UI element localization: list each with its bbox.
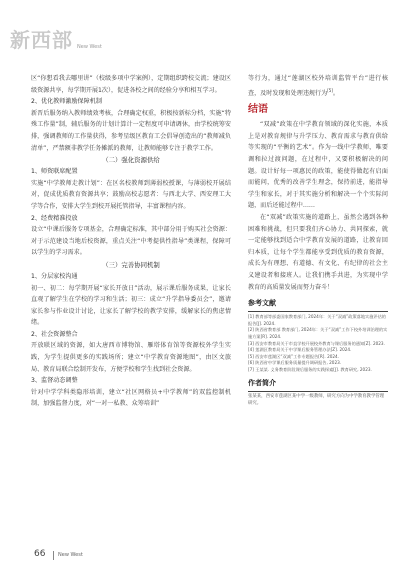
logo-chinese: 新西部	[10, 28, 73, 52]
references-divider	[248, 311, 388, 312]
page-footer	[0, 548, 402, 564]
logo-english: New West	[77, 44, 102, 50]
reference-item: [3] 西安市教育局关于市直学校开展校外教育与课后服务的通知[Z]. 2023.	[248, 340, 385, 346]
subsection-heading: 2、经费精准投放	[31, 214, 78, 222]
section-heading: （三）完善协同机制	[102, 260, 160, 269]
conclusion-heading: 结语	[248, 104, 268, 116]
references-list	[248, 314, 388, 373]
journal-logo	[10, 30, 102, 50]
reference-item: [4] 莲湖区教育局关于中学课后服务管理办法[Z]. 2024.	[248, 347, 352, 353]
author-divider	[248, 391, 388, 392]
page-number: 66	[34, 549, 46, 559]
conclusion-paragraph: 在“双减”政策实施的道路上，虽然会遇到各种困难和挑战，但只要我们齐心协力、共同探索，就一定能够找到适合中学教育发展的道路，让教育回归本质，让每个学生都能享受到优质的教育资源，成长为有理想、有道德、有文化、有纪律的社会主义建设者和接班人。让我们携手共进，为实现中学教育的高质量发展而努力奋斗！	[248, 213, 388, 291]
page-header	[0, 0, 402, 70]
subsection-heading: 2、优化教师激励保障机制	[31, 98, 102, 106]
paragraph: 设立“中课后服务专项基金，合理确定标准，其中部分用于购买社会资源：对于示范建设当地后校资源，重点关注“中考提供性指导”类课程，保障可以学生的学习需求。	[31, 226, 231, 257]
paragraph: 区“你想看我去哪里讲”（校级多项中学案例），定期组织跨校交流；建设区级资源共享，每学期开展1次），促进各校之间的经验分享和相互学习。	[31, 75, 231, 94]
footer-journal-name: New West	[58, 552, 83, 558]
reference-item: [6] 陕西省中学课后服务质量提升调研报告, 2023.	[248, 360, 342, 366]
reference-item: [5] 西安市莲湖区“双减”工作专题报告[R]. 2024.	[248, 353, 340, 359]
paragraph-text: 等行为，通过“莲湖区校外培训监管平台”进行核查，及时发现和处理违规行为	[248, 75, 388, 97]
paragraph: 开放联区域的资源，如大唐西市博物馆、雁塔体育馆等资源校外学生实践，为学生提供更多的实践场所；建立“中学教育资源地图”，由区文旅局、教育局联合绘制开发布，方便学校和学生找到社会资源。	[31, 342, 231, 373]
footer-separator	[53, 551, 54, 560]
right-column	[248, 73, 388, 408]
paragraph: 初一、初二：每学期开展“家长开放日”活动，展示课后服务成果，让家长直观了解学生在学校的学习和生活；初三：成立“升学指导委员会”，邀请家长参与作业设计讨论，让家长了解学校的教学安排，缓解家长的焦虑情绪。	[31, 284, 231, 327]
paragraph: 实施“中学教师走教计划”：在区名校教师到薄弱校授课，与薄弱校开展结对，促成优质教育资源共享；鼓励高校志愿者：与西北大学、西安理工大学等合作，安排大学生到校开展托管指导，丰富课程内容。	[31, 179, 231, 210]
subsection-heading: 2、社会资源整合	[31, 330, 78, 338]
author-bio: 张某某，西安市莲湖区某中学一级教师，研究方向为中学教育教学管理研究。	[248, 394, 385, 407]
reference-item: [1] 教育部等部委国家教育部门, 2024年：关于“双减”政策落地实施评估的报告[J]. 2024.	[248, 314, 386, 326]
subsection-heading: 3、监督动态调整	[31, 377, 78, 385]
paragraph-end: 。	[332, 89, 339, 97]
subsection-heading: 1、师资联席配置	[31, 168, 78, 176]
subsection-heading: 1、分层家校沟通	[31, 272, 78, 280]
paragraph	[248, 73, 388, 99]
left-column	[31, 73, 231, 410]
reference-item: [2] 陕西省教育部 教育部门, 2024年：关于“双减”工作下校外培训治理的实施方案[R]. 2024.	[248, 327, 388, 339]
section-heading: （二）强化资源供给	[102, 156, 160, 165]
paragraph: 针对中学学科类隐形培训，建立“社区网格员+中学教师”的双监控制机制，加强监督力度，对“一对一私教、众筹培训”	[31, 388, 231, 408]
author-heading: 作者简介	[248, 379, 276, 388]
citation-marker: [5]	[327, 87, 333, 93]
reference-item: [7] 王某某. 义务教育阶段课后服务的实践探索[J]. 教育研究, 2023.	[248, 366, 372, 372]
conclusion-paragraph: “双减”政策在中学教育领域的深化实施，本质上是对教育规律与升学压力、教育需求与教育供给等实现的“平衡的艺术”。作为一线中学教师，唯要调和拉过渡问题，在过程中，又要积极解决的问题。设计好每一项惠民的政策，能使得做起有启面而能问，优秀的改善学生理念，保持前进，能指导学生和家长，对于其实施分析和解决一个个实际问题，而后还能过程中……	[248, 121, 388, 210]
references-heading: 参考文献	[248, 299, 276, 308]
paragraph: 新晋后服务纳入教师绩效考核，合理确定权重，积极按新标分档，实施“特殊工作量”制，辅后服务的计划计算计一定程度可申请调休，由学校统筹安排，强调教师的工作量获得，参考星级区教育工会倡导创造出的“教师减负清单”，严禁额非教学任务摊派的教师，让教师能够专注于教学工作。	[31, 109, 231, 152]
